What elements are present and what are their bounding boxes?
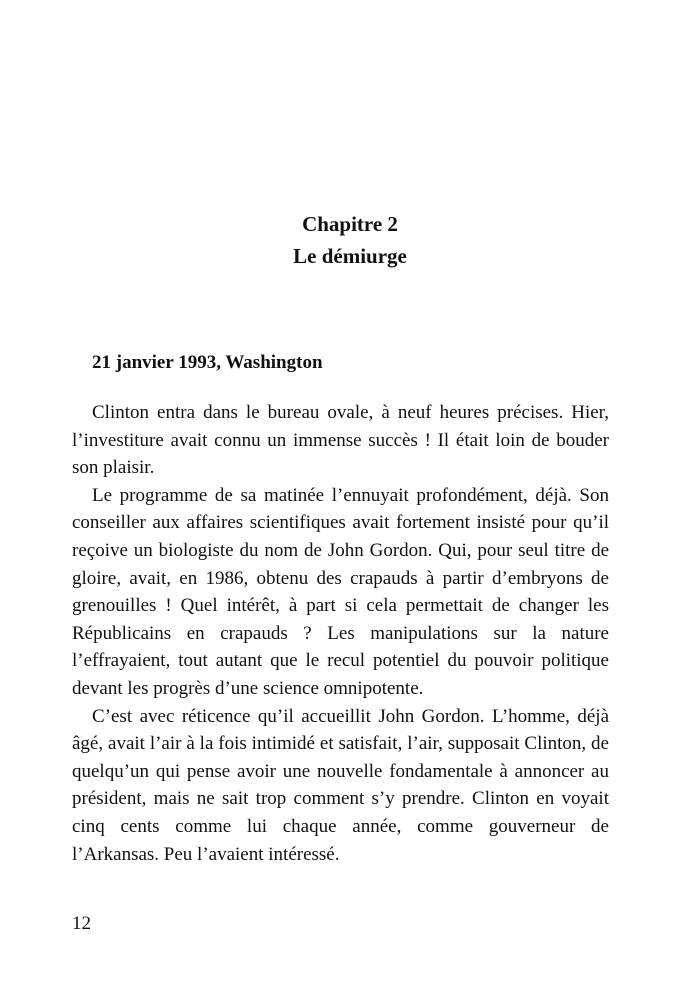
paragraph: Clinton entra dans le bureau ovale, à neuf heures précises. Hier, l’investiture avait connu un immense succès ! Il était loin de bouder son plaisir.	[72, 402, 609, 479]
page-number: 12	[72, 913, 91, 934]
chapter-heading	[0, 208, 700, 272]
chapter-title: Le démiurge	[293, 244, 407, 268]
body-text	[72, 399, 609, 868]
chapter-number: Chapitre 2	[302, 212, 398, 236]
dateline: 21 janvier 1993, Washington	[92, 352, 323, 373]
paragraph: C’est avec réticence qu’il accueillit John Gordon. L’homme, déjà âgé, avait l’air à la fois intimidé et satisfait, l’air, supposait Clinton, de quelqu’un qui pense avoir une nouvelle fondamentale à annoncer au président, mais ne sait trop comment s’y prendre. Clinton en voyait cinq cents comme lui chaque année, comme gouverneur de l’Arkansas. Peu l’avaient intéressé.	[72, 705, 609, 865]
paragraph: Le programme de sa matinée l’ennuyait profondément, déjà. Son conseiller aux affaires scientifiques avait fortement insisté pour qu’il reçoive un biologiste du nom de John Gordon. Qui, pour seul titre de gloire, avait, en 1986, obtenu des crapauds à partir d’embryons de grenouilles ! Quel intérêt, à part si cela permettait de changer les Républicains en crapauds ? Les manipulations sur la nature l’effrayaient, tout autant que le recul potentiel du pouvoir politique devant les progrès d’une science omnipotente.	[72, 484, 609, 699]
